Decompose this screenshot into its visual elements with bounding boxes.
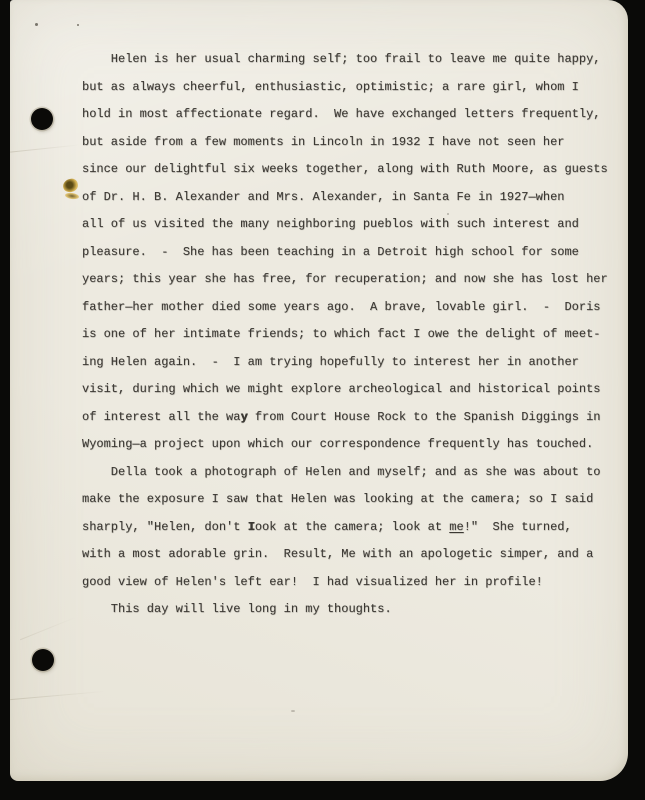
text-line bbox=[82, 156, 617, 184]
text-segment: ing Helen again. - I am trying hopefully to interest her in another bbox=[82, 354, 579, 369]
text-line bbox=[82, 74, 617, 102]
text-line bbox=[82, 101, 617, 129]
text-segment: father—her mother died some years ago. A brave, lovable girl. - Doris bbox=[82, 299, 601, 314]
text-segment: of Dr. H. B. Alexander and Mrs. Alexander, in Santa Fe in 1927—when bbox=[82, 189, 565, 204]
text-line bbox=[82, 431, 617, 459]
text-segment: with a most adorable grin. Result, Me with an apologetic simper, and a bbox=[82, 547, 594, 561]
text-line bbox=[82, 211, 617, 239]
crease-line bbox=[20, 617, 76, 640]
text-segment-overstrike: y bbox=[240, 409, 248, 424]
text-block bbox=[82, 46, 617, 624]
text-line bbox=[82, 294, 617, 322]
paper-speck bbox=[291, 710, 295, 712]
text-segment: make the exposure I saw that Helen was looking at the camera; so I said bbox=[82, 492, 594, 506]
text-segment: years; this year she has free, for recuperation; and now she has lost her bbox=[82, 272, 608, 286]
text-segment: sharply, "Helen, don't bbox=[82, 519, 248, 534]
text-segment: This day will live long in my thoughts. bbox=[82, 602, 392, 616]
text-segment: Helen is her usual charming self; too frail to leave me quite happy, bbox=[82, 52, 601, 66]
crease-line bbox=[10, 691, 105, 700]
text-line bbox=[82, 239, 617, 267]
ink-smudge-tail bbox=[65, 192, 80, 200]
text-line bbox=[82, 404, 617, 432]
crease-line bbox=[10, 144, 80, 152]
text-segment-overstrike: I bbox=[247, 519, 255, 534]
text-line bbox=[82, 321, 617, 349]
text-segment: pleasure. - She has been teaching in a Detroit high school for some bbox=[82, 244, 579, 259]
text-segment: ook at the camera; look at bbox=[254, 519, 450, 534]
text-line bbox=[82, 266, 617, 294]
text-segment: is one of her intimate friends; to which fact I owe the delight of meet- bbox=[82, 327, 601, 341]
punch-hole-bottom bbox=[32, 649, 54, 671]
text-line bbox=[82, 46, 617, 74]
text-line bbox=[82, 376, 617, 404]
text-line bbox=[82, 129, 617, 157]
text-segment: from Court House Rock to the Spanish Diggings in bbox=[247, 409, 601, 424]
paper-sheet bbox=[10, 0, 628, 781]
text-segment: but aside from a few moments in Lincoln in 1932 I have not seen her bbox=[82, 134, 565, 149]
text-segment: !" She turned, bbox=[463, 519, 572, 534]
text-line bbox=[82, 459, 617, 487]
text-line bbox=[82, 541, 617, 569]
paper-speck bbox=[35, 23, 38, 26]
text-segment: good view of Helen's left ear! I had visualized her in profile! bbox=[82, 574, 543, 589]
text-line bbox=[82, 349, 617, 377]
text-line bbox=[82, 569, 617, 597]
paper-speck bbox=[77, 24, 79, 26]
ink-smudge bbox=[62, 177, 80, 193]
text-segment: hold in most affectionate regard. We have exchanged letters frequently, bbox=[82, 107, 601, 121]
text-segment: visit, during which we might explore archeological and historical points bbox=[82, 382, 601, 396]
punch-hole-top bbox=[31, 108, 53, 130]
text-line bbox=[82, 596, 617, 624]
text-segment: Della took a photograph of Helen and myself; and as she was about to bbox=[82, 464, 601, 479]
text-line bbox=[82, 184, 617, 212]
text-segment: since our delightful six weeks together, along with Ruth Moore, as guests bbox=[82, 162, 608, 176]
text-line bbox=[82, 514, 617, 542]
text-line bbox=[82, 486, 617, 514]
text-segment: Wyoming—a project upon which our correspondence frequently has touched. bbox=[82, 437, 594, 451]
text-segment-underline: me bbox=[449, 519, 464, 534]
text-segment: but as always cheerful, enthusiastic, optimistic; a rare girl, whom I bbox=[82, 79, 579, 94]
text-segment: of interest all the wa bbox=[82, 409, 241, 424]
text-segment: all of us visited the many neighboring pueblos with such interest and bbox=[82, 217, 579, 231]
